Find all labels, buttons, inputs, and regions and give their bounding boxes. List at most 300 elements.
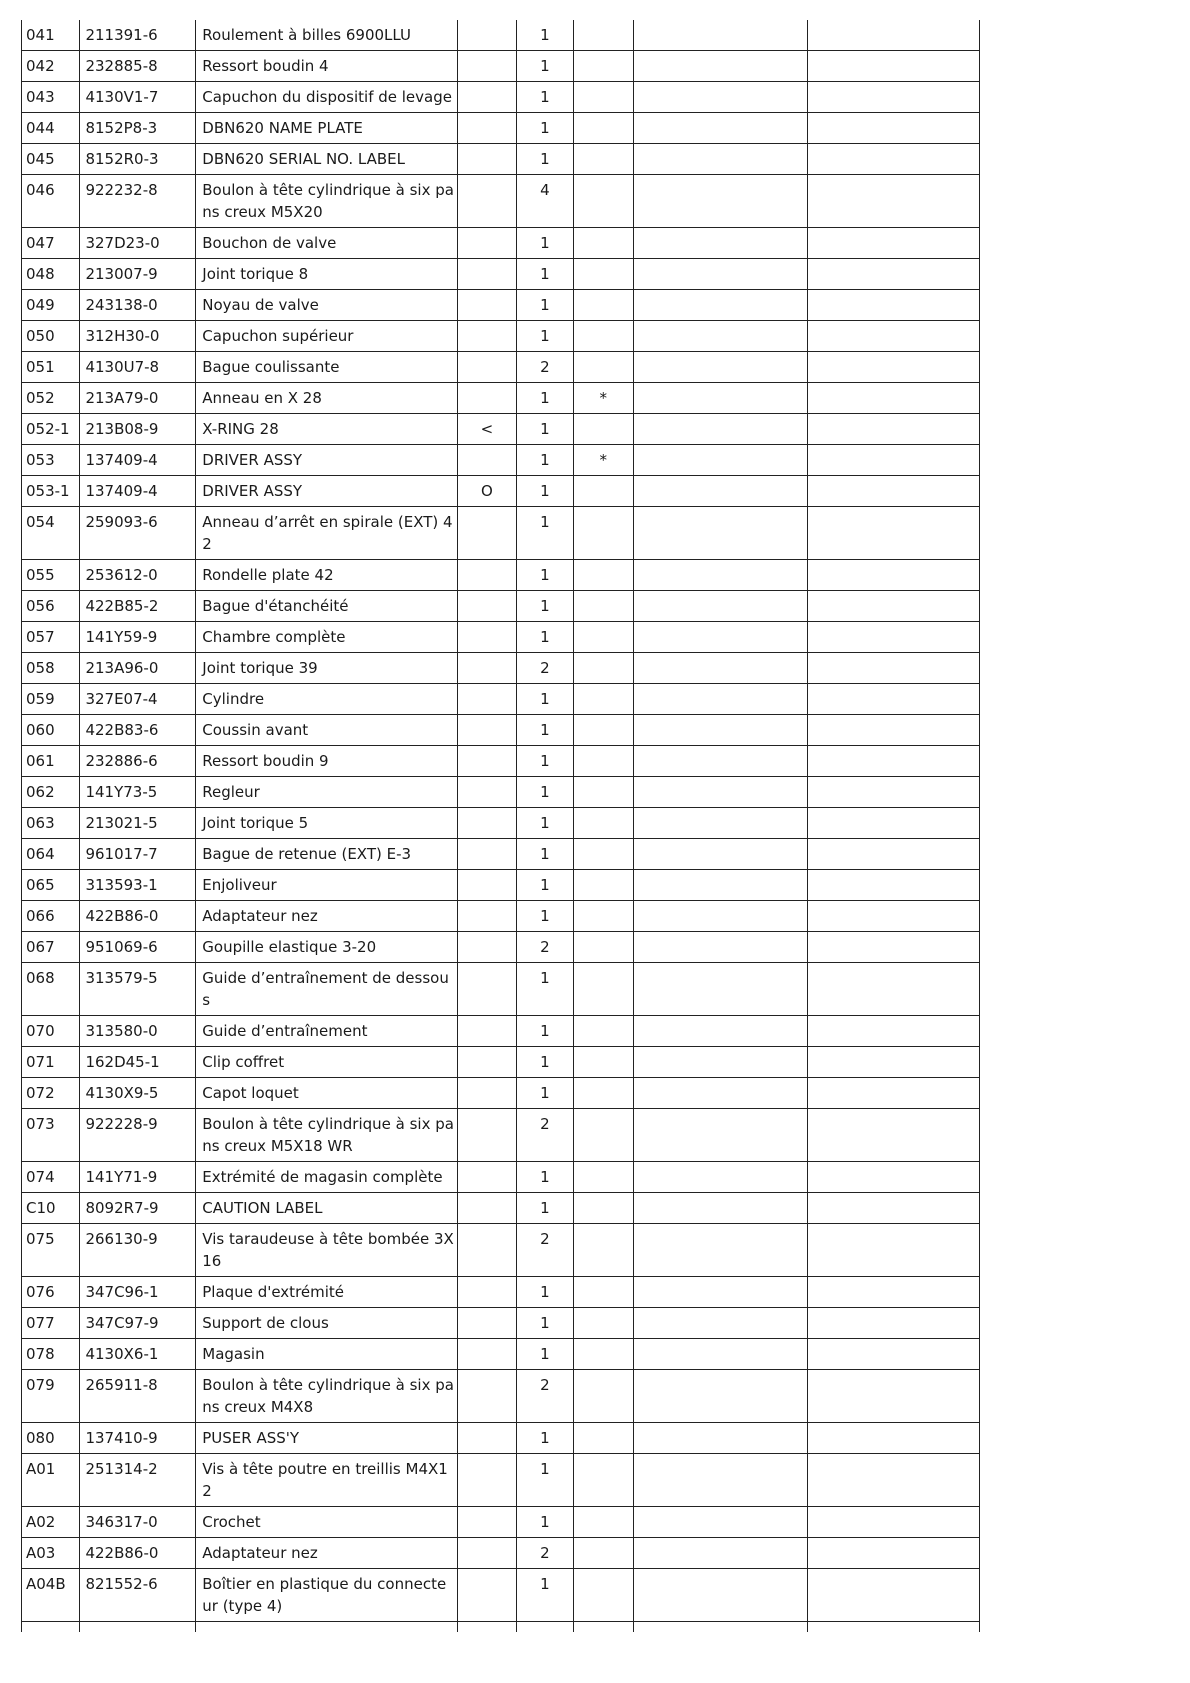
quantity-cell: 1	[516, 1569, 573, 1622]
asterisk-cell	[574, 1507, 634, 1538]
blank-cell	[633, 560, 807, 591]
table-row	[22, 352, 980, 383]
asterisk-cell	[574, 1224, 634, 1277]
table-row	[22, 901, 980, 932]
table-row	[22, 715, 980, 746]
note-mark-cell	[458, 290, 516, 321]
quantity-cell: 1	[516, 963, 573, 1016]
note-mark-cell	[458, 932, 516, 963]
asterisk-cell: *	[574, 383, 634, 414]
blank-cell	[807, 591, 979, 622]
part-number-cell: 251314-2	[80, 1454, 196, 1507]
description-cell: Bague d'étanchéité	[196, 591, 458, 622]
quantity-cell: 1	[516, 715, 573, 746]
part-number-cell: 422B86-0	[80, 901, 196, 932]
part-number-cell: 327D23-0	[80, 228, 196, 259]
description-cell: Crochet	[196, 1507, 458, 1538]
table-row	[22, 476, 980, 507]
ref-number-cell: 065	[22, 870, 80, 901]
blank-cell	[807, 383, 979, 414]
ref-number-cell: 054	[22, 507, 80, 560]
quantity-cell: 1	[516, 591, 573, 622]
description-cell: Enjoliveur	[196, 870, 458, 901]
blank-cell	[807, 82, 979, 113]
part-number-cell: 141Y59-9	[80, 622, 196, 653]
part-number-cell: 266130-9	[80, 1224, 196, 1277]
blank-cell	[633, 901, 807, 932]
note-mark-cell: O	[458, 476, 516, 507]
blank-cell	[807, 51, 979, 82]
asterisk-cell	[574, 746, 634, 777]
blank-cell	[807, 1423, 979, 1454]
asterisk-cell	[574, 622, 634, 653]
quantity-cell: 1	[516, 560, 573, 591]
part-number-cell: 313579-5	[80, 963, 196, 1016]
ref-number-cell: 050	[22, 321, 80, 352]
ref-number-cell: 073	[22, 1109, 80, 1162]
ref-number-cell: 060	[22, 715, 80, 746]
note-mark-cell	[458, 1162, 516, 1193]
asterisk-cell: *	[574, 445, 634, 476]
quantity-cell: 1	[516, 1047, 573, 1078]
blank-cell	[633, 1454, 807, 1507]
blank-cell	[807, 1569, 979, 1622]
note-mark-cell	[458, 839, 516, 870]
part-number-cell: 137410-9	[80, 1423, 196, 1454]
description-cell: Cylindre	[196, 684, 458, 715]
table-row	[22, 1193, 980, 1224]
table-row	[22, 839, 980, 870]
note-mark-cell	[458, 113, 516, 144]
note-mark-cell: <	[458, 414, 516, 445]
table-row	[22, 290, 980, 321]
blank-cell	[807, 560, 979, 591]
quantity-cell: 1	[516, 228, 573, 259]
ref-number-cell: 076	[22, 1277, 80, 1308]
part-number-cell: 137409-4	[80, 476, 196, 507]
part-number-cell: 259093-6	[80, 507, 196, 560]
description-cell: Roulement à billes 6900LLU	[196, 20, 458, 51]
blank-cell	[807, 715, 979, 746]
part-number-cell: 232886-6	[80, 746, 196, 777]
blank-cell	[807, 352, 979, 383]
part-number-cell: 4130X6-1	[80, 1339, 196, 1370]
part-number-cell: 922232-8	[80, 175, 196, 228]
description-cell: Vis à tête poutre en treillis M4X12	[196, 1454, 458, 1507]
part-number-cell: 4130V1-7	[80, 82, 196, 113]
ref-number-cell: 068	[22, 963, 80, 1016]
blank-cell	[633, 1370, 807, 1423]
blank-cell	[196, 1622, 458, 1633]
asterisk-cell	[574, 1308, 634, 1339]
quantity-cell: 1	[516, 1016, 573, 1047]
blank-cell	[807, 1507, 979, 1538]
table-row	[22, 653, 980, 684]
ref-number-cell: 067	[22, 932, 80, 963]
table-row	[22, 1016, 980, 1047]
asterisk-cell	[574, 259, 634, 290]
ref-number-cell: 047	[22, 228, 80, 259]
blank-cell	[633, 144, 807, 175]
ref-number-cell: 059	[22, 684, 80, 715]
table-row	[22, 414, 980, 445]
table-row	[22, 1339, 980, 1370]
note-mark-cell	[458, 1047, 516, 1078]
asterisk-cell	[574, 1193, 634, 1224]
blank-cell	[633, 1277, 807, 1308]
blank-cell	[633, 932, 807, 963]
table-row	[22, 228, 980, 259]
asterisk-cell	[574, 290, 634, 321]
table-row	[22, 507, 980, 560]
table-row	[22, 383, 980, 414]
ref-number-cell: 057	[22, 622, 80, 653]
blank-cell	[633, 1622, 807, 1633]
asterisk-cell	[574, 839, 634, 870]
table-row	[22, 560, 980, 591]
quantity-cell: 1	[516, 1162, 573, 1193]
part-number-cell: 422B85-2	[80, 591, 196, 622]
blank-cell	[633, 51, 807, 82]
description-cell: Boulon à tête cylindrique à six pans creux M5X20	[196, 175, 458, 228]
ref-number-cell: 078	[22, 1339, 80, 1370]
ref-number-cell: 049	[22, 290, 80, 321]
part-number-cell: 213B08-9	[80, 414, 196, 445]
blank-cell	[807, 684, 979, 715]
blank-cell	[807, 259, 979, 290]
blank-cell	[807, 1047, 979, 1078]
ref-number-cell: 043	[22, 82, 80, 113]
table-row	[22, 622, 980, 653]
note-mark-cell	[458, 963, 516, 1016]
table-row	[22, 20, 980, 51]
quantity-cell: 2	[516, 1370, 573, 1423]
note-mark-cell	[458, 808, 516, 839]
table-row	[22, 1538, 980, 1569]
ref-number-cell: A01	[22, 1454, 80, 1507]
blank-cell	[633, 963, 807, 1016]
description-cell: Adaptateur nez	[196, 901, 458, 932]
quantity-cell: 1	[516, 901, 573, 932]
description-cell: Support de clous	[196, 1308, 458, 1339]
note-mark-cell	[458, 1339, 516, 1370]
part-number-cell: 141Y71-9	[80, 1162, 196, 1193]
description-cell: Bague de retenue (EXT) E-3	[196, 839, 458, 870]
part-number-cell: 211391-6	[80, 20, 196, 51]
quantity-cell: 1	[516, 383, 573, 414]
note-mark-cell	[458, 1193, 516, 1224]
asterisk-cell	[574, 321, 634, 352]
quantity-cell: 1	[516, 1193, 573, 1224]
asterisk-cell	[574, 901, 634, 932]
quantity-cell: 1	[516, 82, 573, 113]
ref-number-cell: 062	[22, 777, 80, 808]
note-mark-cell	[458, 653, 516, 684]
quantity-cell: 1	[516, 321, 573, 352]
blank-cell	[633, 1308, 807, 1339]
blank-cell	[807, 144, 979, 175]
blank-cell	[633, 1109, 807, 1162]
blank-cell	[807, 321, 979, 352]
blank-cell	[807, 1193, 979, 1224]
asterisk-cell	[574, 1370, 634, 1423]
blank-cell	[633, 1016, 807, 1047]
blank-cell	[807, 622, 979, 653]
table-row	[22, 1109, 980, 1162]
part-number-cell: 313593-1	[80, 870, 196, 901]
part-number-cell: 4130X9-5	[80, 1078, 196, 1109]
note-mark-cell	[458, 1224, 516, 1277]
note-mark-cell	[458, 1507, 516, 1538]
table-row	[22, 1423, 980, 1454]
blank-cell	[633, 1569, 807, 1622]
blank-cell	[633, 839, 807, 870]
part-number-cell: 213021-5	[80, 808, 196, 839]
description-cell: Vis taraudeuse à tête bombée 3X16	[196, 1224, 458, 1277]
table-row	[22, 932, 980, 963]
quantity-cell: 1	[516, 777, 573, 808]
table-row	[22, 963, 980, 1016]
blank-cell	[633, 808, 807, 839]
blank-cell	[633, 1507, 807, 1538]
blank-cell	[633, 622, 807, 653]
blank-cell	[807, 290, 979, 321]
note-mark-cell	[458, 321, 516, 352]
blank-cell	[633, 684, 807, 715]
blank-cell	[807, 507, 979, 560]
note-mark-cell	[458, 1538, 516, 1569]
part-number-cell: 327E07-4	[80, 684, 196, 715]
note-mark-cell	[458, 259, 516, 290]
blank-cell	[633, 445, 807, 476]
description-cell: Guide d’entraînement de dessous	[196, 963, 458, 1016]
ref-number-cell: 041	[22, 20, 80, 51]
blank-cell	[633, 175, 807, 228]
note-mark-cell	[458, 622, 516, 653]
asterisk-cell	[574, 777, 634, 808]
part-number-cell: 951069-6	[80, 932, 196, 963]
parts-table	[21, 20, 980, 1632]
ref-number-cell: 074	[22, 1162, 80, 1193]
blank-cell	[633, 653, 807, 684]
blank-cell	[807, 1109, 979, 1162]
note-mark-cell	[458, 383, 516, 414]
blank-cell	[633, 476, 807, 507]
blank-cell	[633, 870, 807, 901]
blank-cell	[633, 82, 807, 113]
blank-cell	[633, 383, 807, 414]
blank-cell	[516, 1622, 573, 1633]
ref-number-cell: 071	[22, 1047, 80, 1078]
asterisk-cell	[574, 352, 634, 383]
quantity-cell: 1	[516, 259, 573, 290]
table-row	[22, 1370, 980, 1423]
blank-cell	[807, 1016, 979, 1047]
parts-list-page	[21, 20, 980, 1632]
quantity-cell: 1	[516, 20, 573, 51]
note-mark-cell	[458, 175, 516, 228]
note-mark-cell	[458, 507, 516, 560]
blank-cell	[633, 715, 807, 746]
quantity-cell: 1	[516, 870, 573, 901]
description-cell: Bague coulissante	[196, 352, 458, 383]
ref-number-cell: 077	[22, 1308, 80, 1339]
table-row	[22, 808, 980, 839]
blank-cell	[807, 1224, 979, 1277]
part-number-cell: 821552-6	[80, 1569, 196, 1622]
asterisk-cell	[574, 175, 634, 228]
ref-number-cell: 058	[22, 653, 80, 684]
asterisk-cell	[574, 1162, 634, 1193]
parts-table-body	[22, 20, 980, 1632]
blank-cell	[633, 20, 807, 51]
blank-cell	[633, 591, 807, 622]
asterisk-cell	[574, 684, 634, 715]
ref-number-cell: 045	[22, 144, 80, 175]
note-mark-cell	[458, 591, 516, 622]
note-mark-cell	[458, 228, 516, 259]
asterisk-cell	[574, 476, 634, 507]
ref-number-cell: A02	[22, 1507, 80, 1538]
asterisk-cell	[574, 414, 634, 445]
quantity-cell: 2	[516, 932, 573, 963]
description-cell: Anneau en X 28	[196, 383, 458, 414]
quantity-cell: 1	[516, 476, 573, 507]
table-row	[22, 1569, 980, 1622]
description-cell: Joint torique 39	[196, 653, 458, 684]
note-mark-cell	[458, 746, 516, 777]
ref-number-cell: 061	[22, 746, 80, 777]
note-mark-cell	[458, 1569, 516, 1622]
description-cell: Rondelle plate 42	[196, 560, 458, 591]
ref-number-cell: A04B	[22, 1569, 80, 1622]
table-row	[22, 175, 980, 228]
note-mark-cell	[458, 1454, 516, 1507]
ref-number-cell: 075	[22, 1224, 80, 1277]
blank-cell	[22, 1622, 80, 1633]
blank-cell	[633, 777, 807, 808]
quantity-cell: 1	[516, 1078, 573, 1109]
note-mark-cell	[458, 715, 516, 746]
ref-number-cell: A03	[22, 1538, 80, 1569]
table-row	[22, 321, 980, 352]
description-cell: Boulon à tête cylindrique à six pans creux M4X8	[196, 1370, 458, 1423]
note-mark-cell	[458, 445, 516, 476]
table-row	[22, 1078, 980, 1109]
quantity-cell: 1	[516, 113, 573, 144]
ref-number-cell: 064	[22, 839, 80, 870]
description-cell: PUSER ASS'Y	[196, 1423, 458, 1454]
blank-cell	[807, 20, 979, 51]
quantity-cell: 1	[516, 51, 573, 82]
blank-cell	[633, 1193, 807, 1224]
note-mark-cell	[458, 870, 516, 901]
description-cell: Coussin avant	[196, 715, 458, 746]
part-number-cell: 346317-0	[80, 1507, 196, 1538]
quantity-cell: 1	[516, 1308, 573, 1339]
ref-number-cell: 079	[22, 1370, 80, 1423]
description-cell: DBN620 NAME PLATE	[196, 113, 458, 144]
note-mark-cell	[458, 20, 516, 51]
description-cell: Capuchon supérieur	[196, 321, 458, 352]
asterisk-cell	[574, 507, 634, 560]
ref-number-cell: 072	[22, 1078, 80, 1109]
table-row	[22, 51, 980, 82]
description-cell: Clip coffret	[196, 1047, 458, 1078]
description-cell: Joint torique 8	[196, 259, 458, 290]
table-row	[22, 870, 980, 901]
part-number-cell: 162D45-1	[80, 1047, 196, 1078]
blank-cell	[807, 175, 979, 228]
description-cell: DBN620 SERIAL NO. LABEL	[196, 144, 458, 175]
table-row	[22, 1047, 980, 1078]
ref-number-cell: 046	[22, 175, 80, 228]
ref-number-cell: 042	[22, 51, 80, 82]
blank-cell	[633, 259, 807, 290]
blank-cell	[574, 1622, 634, 1633]
description-cell: Adaptateur nez	[196, 1538, 458, 1569]
quantity-cell: 1	[516, 445, 573, 476]
asterisk-cell	[574, 1109, 634, 1162]
blank-cell	[633, 1423, 807, 1454]
note-mark-cell	[458, 777, 516, 808]
description-cell: Capot loquet	[196, 1078, 458, 1109]
table-row	[22, 1224, 980, 1277]
part-number-cell: 137409-4	[80, 445, 196, 476]
part-number-cell: 961017-7	[80, 839, 196, 870]
table-row	[22, 777, 980, 808]
quantity-cell: 2	[516, 352, 573, 383]
part-number-cell: 141Y73-5	[80, 777, 196, 808]
description-cell: Extrémité de magasin complète	[196, 1162, 458, 1193]
description-cell: Boîtier en plastique du connecteur (type 4)	[196, 1569, 458, 1622]
note-mark-cell	[458, 1423, 516, 1454]
note-mark-cell	[458, 901, 516, 932]
blank-cell	[633, 352, 807, 383]
blank-cell	[633, 507, 807, 560]
part-number-cell: 8152R0-3	[80, 144, 196, 175]
note-mark-cell	[458, 144, 516, 175]
blank-cell	[633, 113, 807, 144]
part-number-cell: 253612-0	[80, 560, 196, 591]
table-row	[22, 259, 980, 290]
quantity-cell: 1	[516, 1507, 573, 1538]
table-row	[22, 1454, 980, 1507]
blank-cell	[633, 1078, 807, 1109]
blank-cell	[458, 1622, 516, 1633]
description-cell: Ressort boudin 4	[196, 51, 458, 82]
blank-cell	[807, 1339, 979, 1370]
part-number-cell: 422B83-6	[80, 715, 196, 746]
note-mark-cell	[458, 51, 516, 82]
description-cell: Bouchon de valve	[196, 228, 458, 259]
part-number-cell: 8152P8-3	[80, 113, 196, 144]
note-mark-cell	[458, 1016, 516, 1047]
part-number-cell: 347C96-1	[80, 1277, 196, 1308]
blank-cell	[633, 1339, 807, 1370]
blank-cell	[807, 839, 979, 870]
blank-cell	[633, 414, 807, 445]
note-mark-cell	[458, 1078, 516, 1109]
quantity-cell: 2	[516, 653, 573, 684]
table-row	[22, 746, 980, 777]
ref-number-cell: 052	[22, 383, 80, 414]
description-cell: Boulon à tête cylindrique à six pans creux M5X18 WR	[196, 1109, 458, 1162]
part-number-cell: 243138-0	[80, 290, 196, 321]
quantity-cell: 1	[516, 1423, 573, 1454]
blank-cell	[807, 746, 979, 777]
part-number-cell: 213A79-0	[80, 383, 196, 414]
